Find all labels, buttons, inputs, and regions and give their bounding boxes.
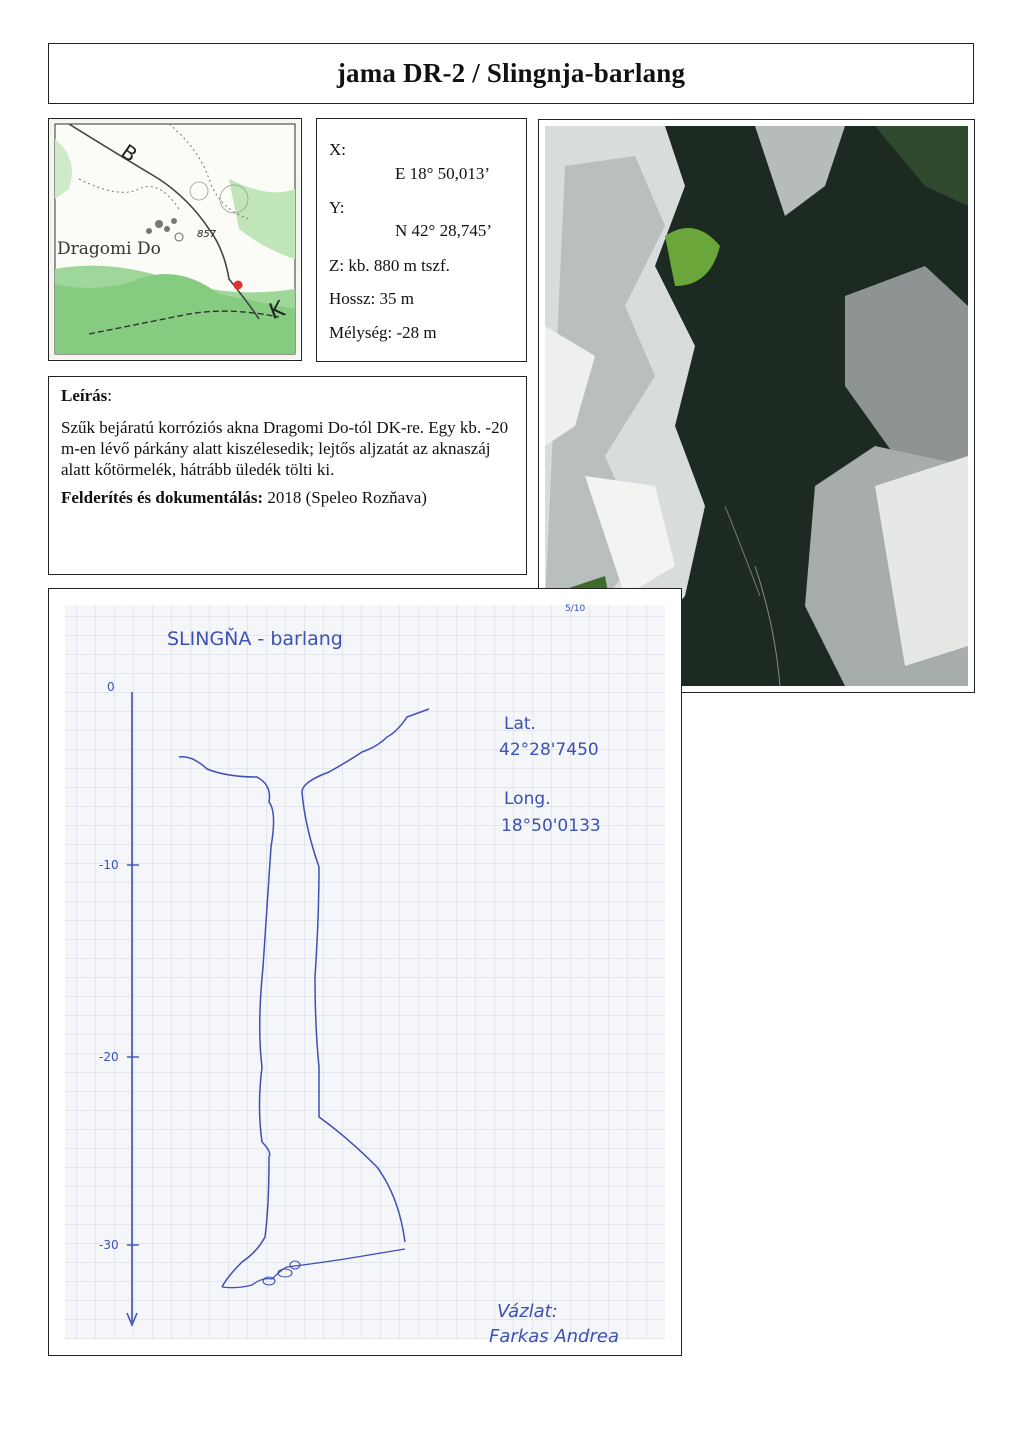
sketch-corner-mark: 5/10 bbox=[565, 604, 586, 614]
depth-tick-0: 0 bbox=[107, 680, 115, 694]
description-box bbox=[48, 376, 527, 575]
topographic-map-icon bbox=[49, 119, 300, 359]
location-map bbox=[48, 118, 302, 361]
sketch-author-label: Vázlat: bbox=[497, 1301, 558, 1322]
lat-value: 42°28'7450 bbox=[499, 740, 599, 760]
description-heading-colon: : bbox=[107, 386, 113, 405]
depth-tick-20: -20 bbox=[99, 1050, 119, 1064]
map-letter-k: K bbox=[266, 296, 289, 326]
length-text: Hossz: 35 m bbox=[329, 289, 414, 308]
altitude-text: Z: kb. 880 m tszf. bbox=[329, 256, 450, 275]
map-place-label: Dragomi Do bbox=[57, 239, 161, 259]
y-label: Y: bbox=[329, 198, 345, 217]
survey-sketch bbox=[48, 588, 682, 1356]
map-letter-b: B bbox=[116, 139, 142, 167]
exploration-label: Felderítés és dokumentálás: bbox=[61, 488, 264, 507]
long-value: 18°50'0133 bbox=[501, 816, 601, 836]
sketch-author-name: Farkas Andrea bbox=[489, 1326, 619, 1347]
depth-tick-10: -10 bbox=[99, 858, 119, 872]
description-body: Szűk bejáratú korróziós akna Dragomi Do-tól DK-re. Egy kb. -20 m-en lévő párkány alatt kiszélesedik; lejtős aljzatát az aknaszáj alatt kőtörmelék, hátrább üledék tölti ki. bbox=[61, 418, 509, 479]
coordinates-box bbox=[316, 118, 527, 362]
page-title: jama DR-2 / Slingnja-barlang bbox=[336, 58, 686, 88]
exploration-value: 2018 (Speleo Rozňava) bbox=[263, 488, 427, 507]
x-label: X: bbox=[329, 140, 346, 159]
y-value: N 42° 28,745’ bbox=[395, 221, 492, 240]
long-label: Long. bbox=[504, 789, 551, 809]
description-heading: Leírás bbox=[61, 386, 108, 405]
lat-label: Lat. bbox=[504, 714, 536, 734]
depth-text: Mélység: -28 m bbox=[329, 323, 437, 342]
depth-tick-30: -30 bbox=[99, 1238, 119, 1252]
cave-profile-sketch bbox=[57, 597, 673, 1347]
cave-location-dot bbox=[234, 281, 243, 290]
title-box bbox=[48, 43, 974, 104]
x-value: E 18° 50,013’ bbox=[395, 164, 491, 183]
sketch-title: SLINGŇA - barlang bbox=[167, 628, 343, 650]
map-elevation: 857 bbox=[197, 229, 217, 240]
